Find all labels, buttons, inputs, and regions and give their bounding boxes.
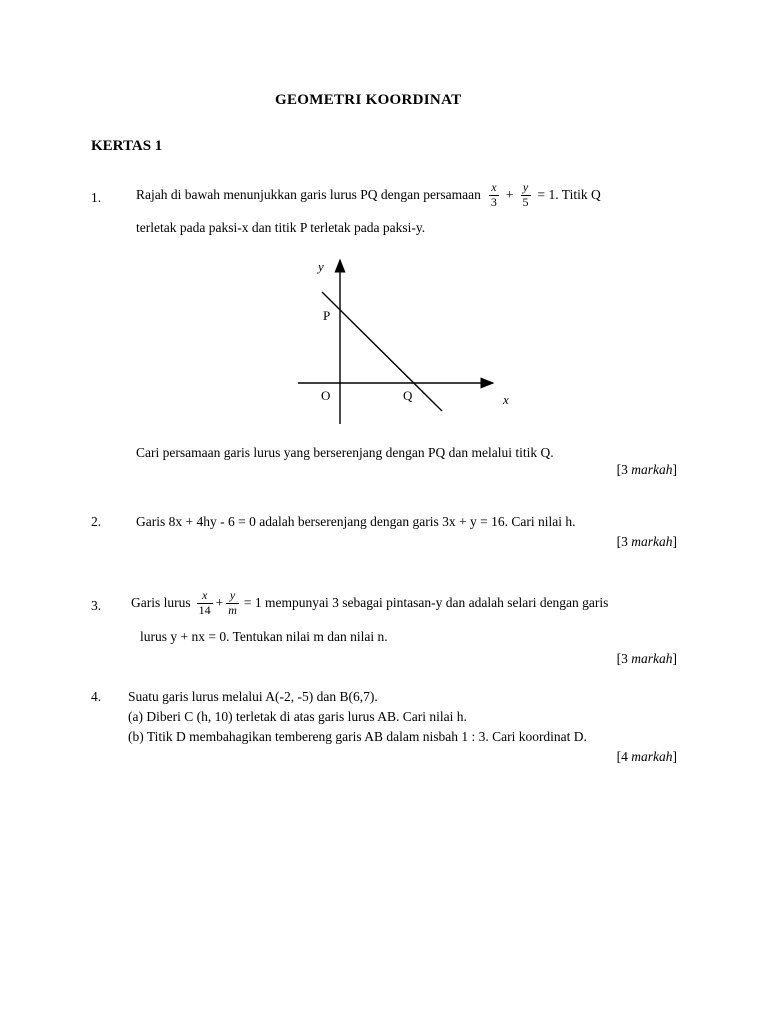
q3-line1 (131, 589, 608, 618)
q1-frac2-num: y (522, 180, 529, 194)
q2-marks-num: 3 (621, 534, 628, 549)
q3-fraction-x14 (197, 589, 213, 618)
q3-marks-word: markah (631, 651, 673, 666)
q1-plus: + (505, 187, 514, 203)
q4-number: 4. (91, 689, 102, 704)
origin-label: O (321, 388, 331, 403)
q2-marks-word: markah (631, 534, 673, 549)
q1-fraction-x3 (489, 181, 499, 210)
point-p-label: P (323, 308, 331, 323)
page-title: GEOMETRI KOORDINAT (275, 92, 462, 108)
q3-frac1-den: 14 (198, 602, 211, 617)
point-q-label: Q (403, 388, 413, 403)
q1-text-b: = 1. Titik Q (537, 187, 601, 203)
q4-marks-num: 4 (621, 749, 628, 764)
q3-marks-num: 3 (621, 651, 628, 666)
q1-question: Cari persamaan garis lurus yang berserenjang dengan PQ dan melalui titik Q. (136, 445, 554, 460)
q1-number: 1. (91, 190, 102, 205)
q1-line1 (136, 181, 601, 210)
q1-frac2-den: 5 (522, 194, 529, 209)
q3-marks: [3 markah] (616, 651, 677, 666)
q4-marks-word: markah (631, 749, 673, 764)
q1-frac1-den: 3 (490, 194, 497, 209)
q1-marks: [3 markah] (616, 462, 677, 477)
q3-plus: + (215, 595, 224, 611)
q2-number: 2. (91, 514, 102, 529)
q3-line2: lurus y + nx = 0. Tentukan nilai m dan nilai n. (140, 629, 388, 644)
q1-line2: terletak pada paksi-x dan titik P terletak pada paksi-y. (136, 220, 426, 235)
q4-line2: (a) Diberi C (h, 10) terletak di atas garis lurus AB. Cari nilai h. (128, 709, 467, 724)
q4-line1: Suatu garis lurus melalui A(-2, -5) dan B(6,7). (128, 689, 378, 704)
q3-frac2-num: y (229, 588, 236, 602)
q1-marks-num: 3 (621, 462, 628, 477)
y-axis-label: y (318, 259, 324, 274)
q1-fraction-y5 (521, 181, 531, 210)
q3-frac2-den: m (228, 602, 237, 617)
q4-marks: [4 markah] (616, 749, 677, 764)
q3-fraction-ym (226, 589, 239, 618)
q3-number: 3. (91, 598, 102, 613)
q2-marks: [3 markah] (616, 534, 677, 549)
x-axis-label: x (503, 392, 509, 407)
q3-text-b: = 1 mempunyai 3 sebagai pintasan-y dan adalah selari dengan garis (243, 595, 609, 611)
q2-text: Garis 8x + 4hy - 6 = 0 adalah berserenjang dengan garis 3x + y = 16. Cari nilai h. (136, 514, 576, 529)
line-pq-graph (290, 252, 520, 427)
q3-frac1-num: x (201, 588, 208, 602)
q3-text-a: Garis lurus (131, 595, 191, 611)
section-heading: KERTAS 1 (91, 138, 163, 154)
q1-text-a: Rajah di bawah menunjukkan garis lurus PQ dengan persamaan (136, 187, 481, 203)
q1-frac1-num: x (491, 180, 497, 194)
q1-marks-word: markah (631, 462, 673, 477)
q4-line3: (b) Titik D membahagikan tembereng garis AB dalam nisbah 1 : 3. Cari koordinat D. (128, 729, 587, 744)
